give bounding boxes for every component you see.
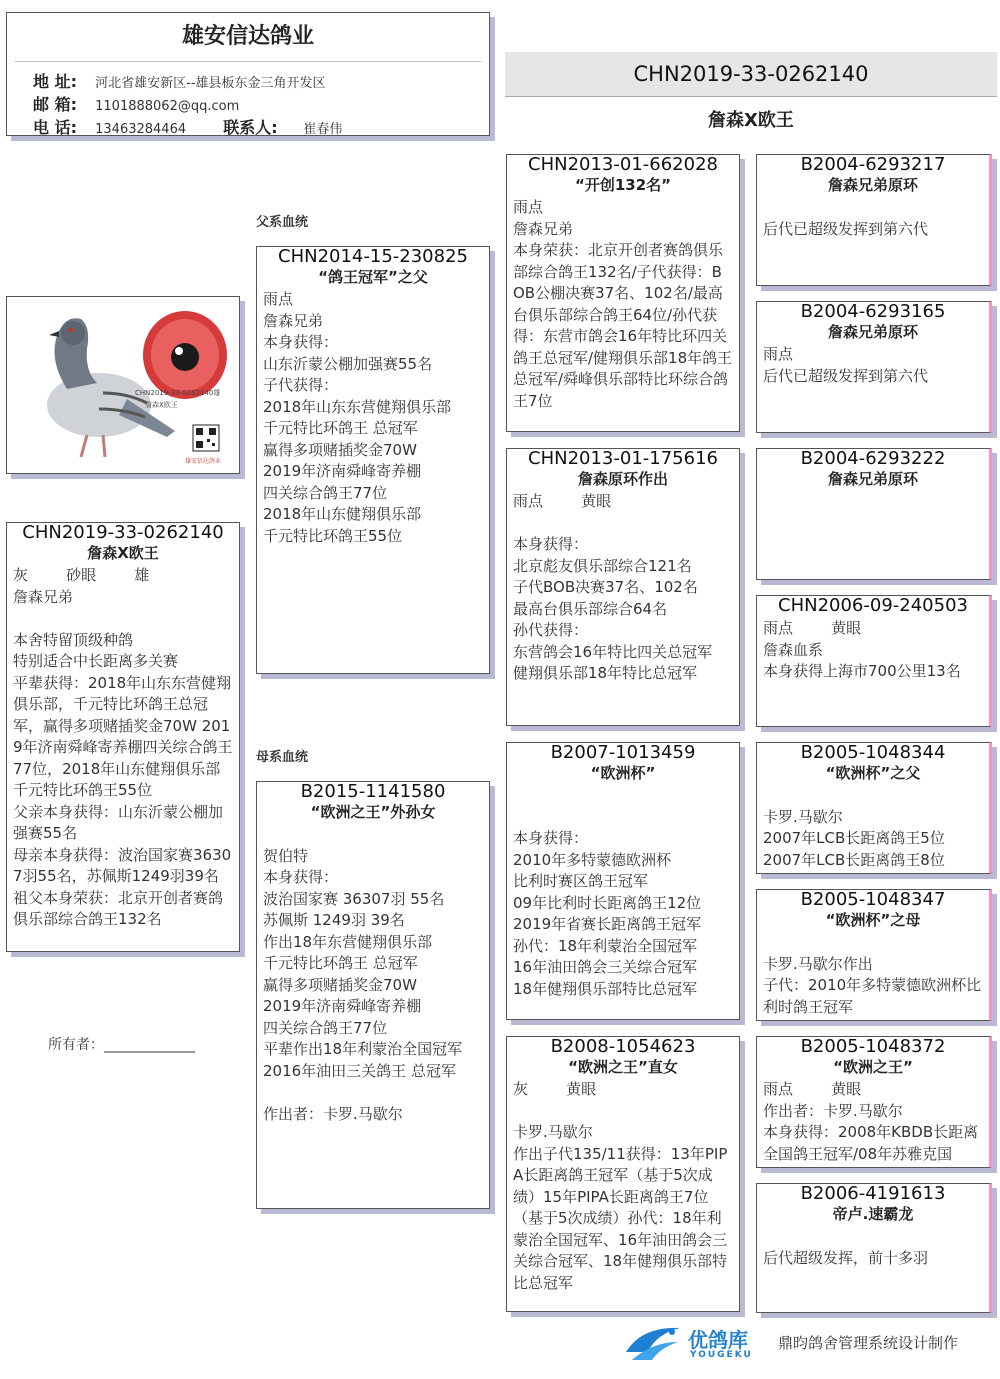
ggp-ring: B2005-1048347 [800,889,946,910]
maternal-granddam-card [506,1036,740,1312]
yougeku-logo-icon [622,1322,686,1364]
gp-details: 灰 黄眼 卡罗.马歇尔 作出子代135/11获得：13年PIPA长距离鸽王冠军（基于5次成绩）15年PIPA长距离鸽王7位（基于5次成绩）孙代：18年利蒙治全国冠军、16年油田鸽会三关综合冠军、18年健翔俱乐部特比总冠军 [513,1080,728,1292]
footer [622,1322,994,1366]
phone-row [33,115,342,138]
sire-ring: CHN2014-15-230825 [278,246,468,267]
maternal-grandsire-card [506,742,740,1020]
gp-title: 詹森原环作出 [577,470,668,488]
photo-brand: 雄安信达鸽业 [185,458,222,465]
ggp-details: 雨点 后代已超级发挥到第六代 [763,345,929,385]
ggp-details: 后代超级发挥，前十多羽 [763,1248,929,1267]
great-grandparent-card [756,1036,992,1168]
email-row [33,92,239,115]
contact-value: 崔春伟 [303,122,343,137]
subject-card [6,522,240,952]
ggp-ring: B2005-1048344 [800,742,946,763]
ggp-details: 后代已超级发挥到第六代 [763,219,929,238]
ggp-details: 雨点 黄眼 詹森血系 本身获得上海市700公里13名 [763,619,961,680]
pigeon-photo-image [7,297,239,473]
great-grandparent-card [756,154,992,286]
gp-title: “欧洲杯” [590,764,656,782]
photo-caption-ring: CHN2019-33-0262140雄 [135,389,221,397]
email-label: 邮 箱: [33,95,77,114]
dam-details: 贺伯特 本身获得： 波治国家赛 36307羽 55名 苏佩斯 1249羽 39名 作出18年东营健翔俱乐部 千元特比环鸽王 总冠军 赢得多项赌插奖金70W 2019年济南舜峰寄养棚 四关综合鸽王77位 平辈作出18年利蒙治全国冠军 2016年油田三关鸽王 总冠军 作出者：卡罗.马歇尔 [263,846,463,1123]
gp-details: 本身获得： 2010年多特蒙德欧洲杯 比利时赛区鸽王冠军 09年比利时长距离鸽王12位 2019年省赛长距离鸽王冠军 孙代：18年利蒙治全国冠军 16年油田鸽会三关综合冠军 18年健翔俱乐部特比总冠军 [513,829,702,998]
ggp-title: 詹森兄弟原环 [827,323,918,341]
email-value[interactable]: 1101888062@qq.com [95,99,240,114]
logo-text-cn: 优鸽库 [688,1328,748,1352]
gp-ring: CHN2013-01-662028 [528,154,718,175]
ggp-title: “欧洲杯”之母 [825,911,921,929]
photo-caption-name: 詹森X欧王 [145,401,178,409]
sire-section-label: 父系血统 [256,215,309,230]
great-grandparent-card [756,1183,992,1313]
sire-details: 雨点 詹森兄弟 本身获得： 山东沂蒙公棚加强赛55名 子代获得： 2018年山东东营健翔俱乐部 千元特比环鸽王 总冠军 赢得多项赌插奖金70W 2019年济南舜峰寄养棚 四关综合鸽王77位 2018年山东健翔俱乐部 千元特比环鸽王55位 [263,290,452,545]
ggp-title: 詹森兄弟原环 [827,470,918,488]
great-grandparent-card [756,595,992,727]
dam-card [256,781,490,1209]
breeder-name: 雄安信达鸽业 [181,24,314,49]
main-pigeon-name: 詹森X欧王 [708,110,794,131]
sire-card [256,246,490,674]
sire-title: “鸽王冠军”之父 [318,268,428,286]
great-grandparent-card [756,742,992,874]
ggp-details: 雨点 黄眼 作出者：卡罗.马歇尔 本身获得：2008年KBDB长距离全国鸽王冠军/08年苏雅克国 [763,1080,979,1163]
address-value: 河北省雄安新区--雄县板东金三角开发区 [95,76,326,91]
pigeon-photo [6,296,240,474]
address-row [33,69,326,92]
dam-title: “欧洲之王”外孙女 [310,803,436,821]
gp-details: 雨点 黄眼 本身获得： 北京彪友俱乐部综合121名 子代BOB决赛37名、102名 最高台俱乐部综合64名 孙代获得： 东营鸽会16年特比四关总冠军 健翔俱乐部18年特比总冠军 [513,492,713,682]
gp-ring: B2008-1054623 [550,1036,696,1057]
ggp-details [757,489,989,491]
phone-label: 电 话: [33,118,77,137]
great-grandparent-card [756,448,992,580]
subject-title: 詹森X欧王 [87,544,159,562]
gp-ring: B2007-1013459 [550,742,696,763]
gp-title: “欧洲之王”直女 [568,1058,678,1076]
header-divider [15,61,481,62]
logo-text-en: YOUGEKU [690,1350,753,1360]
ggp-ring: B2005-1048372 [800,1036,946,1057]
ggp-ring: CHN2006-09-240503 [778,595,968,616]
phone-value[interactable]: 13463284464 [95,122,187,137]
gp-details: 雨点 詹森兄弟 本身荣获：北京开创者赛鸽俱乐部综合鸽王132名/子代获得：BOB公棚决赛37名、102名/最高台俱乐部综合鸽王64位/孙代获得：东营市鸽会16年特比环四关鸽王总冠军/健翔俱乐部18年鸽王总冠军/舜峰俱乐部特比环综合鸽王7位 [513,198,733,410]
ggp-ring: B2004-6293222 [800,448,946,469]
dam-ring: B2015-1141580 [300,781,446,802]
owner-field[interactable]: 所有者：_____________ [48,1037,195,1053]
contact-label: 联系人: [223,118,278,137]
paternal-granddam-card [506,448,740,726]
footer-credit: 鼎昀鸽舍管理系统设计制作 [778,1334,959,1352]
ggp-title: 詹森兄弟原环 [827,176,918,194]
subject-ring: CHN2019-33-0262140 [22,522,224,543]
subject-details: 灰 砂眼 雄 詹森兄弟 本舍特留顶级种鸽 特别适合中长距离多关赛 平辈获得：2018年山东东营健翔俱乐部，千元特比环鸽王总冠军，赢得多项赌插奖金70W 2019年济南舜峰寄养棚四关综合鸽王77位，2018年山东健翔俱乐部千元特比环鸽王55位 父亲本身获得：山东沂蒙公棚加强赛55名 母亲本身获得：波治国家赛36307羽55名，苏佩斯1249羽39名 祖父本身荣获：北京开创者赛鸽俱乐部综合鸽王132名 [13,566,233,928]
dam-section-label: 母系血统 [256,750,309,765]
ggp-title: 帝卢.速霸龙 [832,1205,914,1223]
ggp-title: “欧洲杯”之父 [825,764,921,782]
ggp-ring: B2004-6293217 [800,154,946,175]
ggp-ring: B2004-6293165 [800,301,946,322]
ggp-ring: B2006-4191613 [800,1183,946,1204]
ggp-details: 卡罗.马歇尔作出 子代：2010年多特蒙德欧洲杯比利时鸽王冠军 [763,954,982,1016]
main-ring-number: CHN2019-33-0262140 [505,52,997,97]
address-label: 地 址: [33,72,77,91]
breeder-header [6,12,490,136]
great-grandparent-card [756,889,992,1021]
ggp-title: “欧洲之王” [833,1058,913,1076]
ggp-details: 卡罗.马歇尔 2007年LCB长距离鸽王5位 2007年LCB长距离鸽王8位 [763,807,945,869]
gp-ring: CHN2013-01-175616 [528,448,718,469]
paternal-grandsire-card [506,154,740,432]
gp-title: “开创132名” [574,176,672,194]
great-grandparent-card [756,301,992,433]
